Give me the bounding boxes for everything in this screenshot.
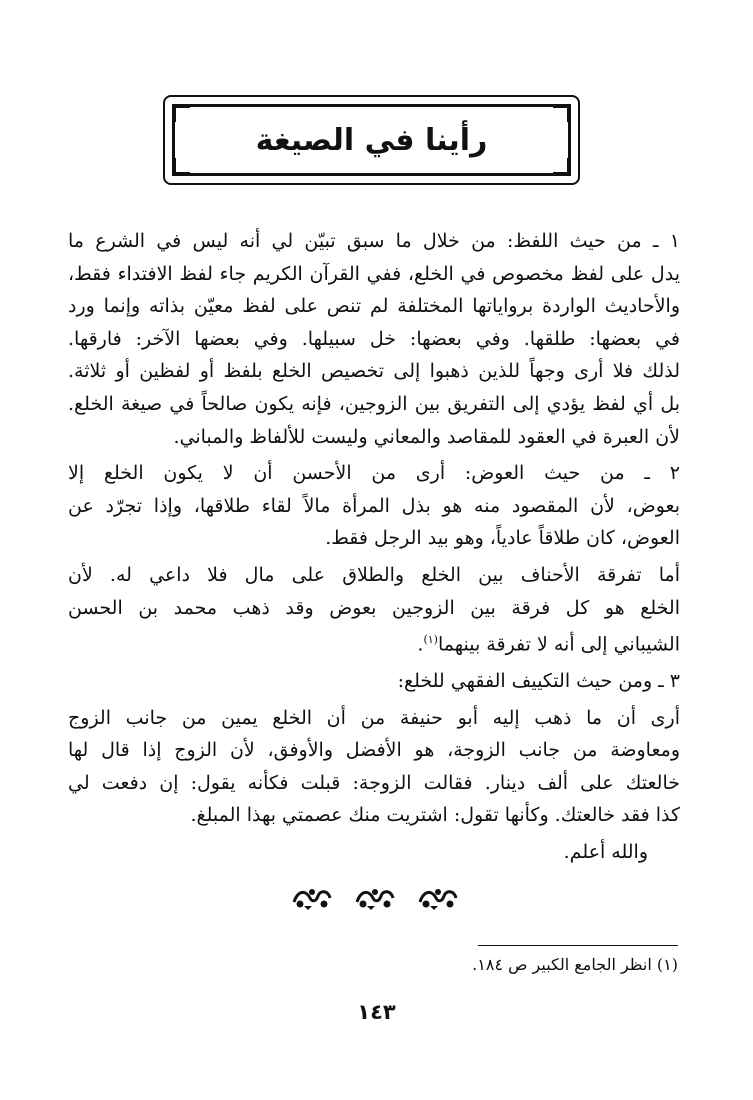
- text-fragment: الشيباني إلى أنه لا تفرقة بينهما: [437, 633, 680, 656]
- text-line: الخلع هو كل فرقة بين الزوجين بعوض وقد ذهب محمد بن الحسن: [68, 596, 680, 619]
- title-frame: [163, 95, 580, 185]
- text-line: والله أعلم.: [563, 841, 648, 864]
- text-line: أما تفرقة الأحناف بين الخلع والطلاق على مال فلا داعي له. لأن: [68, 563, 680, 586]
- paragraph-wording: [68, 225, 680, 453]
- text-line: الشيباني إلى أنه لا تفرقة بينهما$^{(١)}$.: [417, 633, 680, 656]
- text-line: كذا فقد خالعتك. وكأنها تقول: اشتريت منك عصمتي بهذا المبلغ.: [190, 804, 680, 827]
- text-line: العوض، كان طلاقاً عادياً، وهو بيد الرجل فقط.: [325, 527, 680, 550]
- text-line: ١ ـ من حيث اللفظ: من خلال ما سبق تبيّن لي أنه ليس في الشرع ما: [68, 230, 680, 252]
- footnote-reference[interactable]: (١): [423, 633, 438, 647]
- frame-corner-ornament: [553, 158, 570, 175]
- text-line: أرى أن ما ذهب إليه أبو حنيفة من أن الخلع يمين من جانب الزوج: [68, 706, 680, 729]
- paragraph-jurisprudential-heading: [68, 665, 680, 698]
- paragraph-compensation: [68, 457, 680, 555]
- footnote-separator: [478, 945, 678, 946]
- floral-ornament-icon: [416, 884, 460, 910]
- frame-corner-ornament: [553, 105, 570, 122]
- text-line: ومعاوضة من جانب الزوجة، هو الأفضل والأوفق، لأن الزوج إذا قال لها: [68, 739, 680, 762]
- text-line: والأحاديث الواردة برواياتها المختلفة لم تنص على لفظ معيّن بذاته وإنما ورد: [68, 295, 680, 318]
- text-line: ٢ ـ من حيث العوض: أرى من الأحسن أن لا يكون الخلع إلا: [68, 462, 680, 485]
- text-line: بعوض، لأن المقصود منه هو بذل المرأة مالاً لقاء طلاقها، وإذا تجرّد عن: [68, 494, 680, 517]
- text-line: في بعضها: طلقها. وفي بعضها: خل سبيلها. وفي بعضها الآخر: فارقها.: [68, 327, 680, 350]
- paragraph-hanafi-distinction: [68, 559, 680, 661]
- text-line: يدل على لفظ مخصوص في الخلع، ففي القرآن الكريم جاء لفظ الافتداء فقط،: [68, 262, 680, 285]
- paragraph-abu-hanifa: [68, 702, 680, 832]
- text-line: لأن العبرة في العقود للمقاصد والمعاني وليست للألفاظ والمباني.: [173, 425, 680, 448]
- text-line: ٣ ـ ومن حيث التكييف الفقهي للخلع:: [397, 670, 680, 693]
- text-line: بل أي لفظ يؤدي إلى التفريق بين الزوجين، فإنه يكون صالحاً في صيغة الخلع.: [68, 392, 680, 415]
- floral-ornament-icon: [353, 884, 397, 910]
- frame-corner-ornament: [173, 105, 190, 122]
- section-title: رأينا في الصيغة: [255, 122, 488, 158]
- text-line: لذلك فلا أرى وجهاً للذين ذهبوا إلى تخصيص الخلع بلفظ أو لفظين أو ثلاثة.: [68, 360, 680, 383]
- footnote: (١) انظر الجامع الكبير ص ١٨٤.: [472, 955, 678, 974]
- paragraph-closing: [68, 836, 680, 869]
- floral-ornament-icon: [290, 884, 334, 910]
- title-inner-frame: [172, 104, 571, 176]
- page-number: ١٤٣: [357, 1000, 396, 1024]
- section-end-ornaments: [290, 882, 460, 912]
- text-line: خالعتك على ألف دينار. فقالت الزوجة: قبلت فكأنه يقول: إن دفعت لي: [68, 771, 680, 794]
- body-text: [68, 225, 680, 869]
- frame-corner-ornament: [173, 158, 190, 175]
